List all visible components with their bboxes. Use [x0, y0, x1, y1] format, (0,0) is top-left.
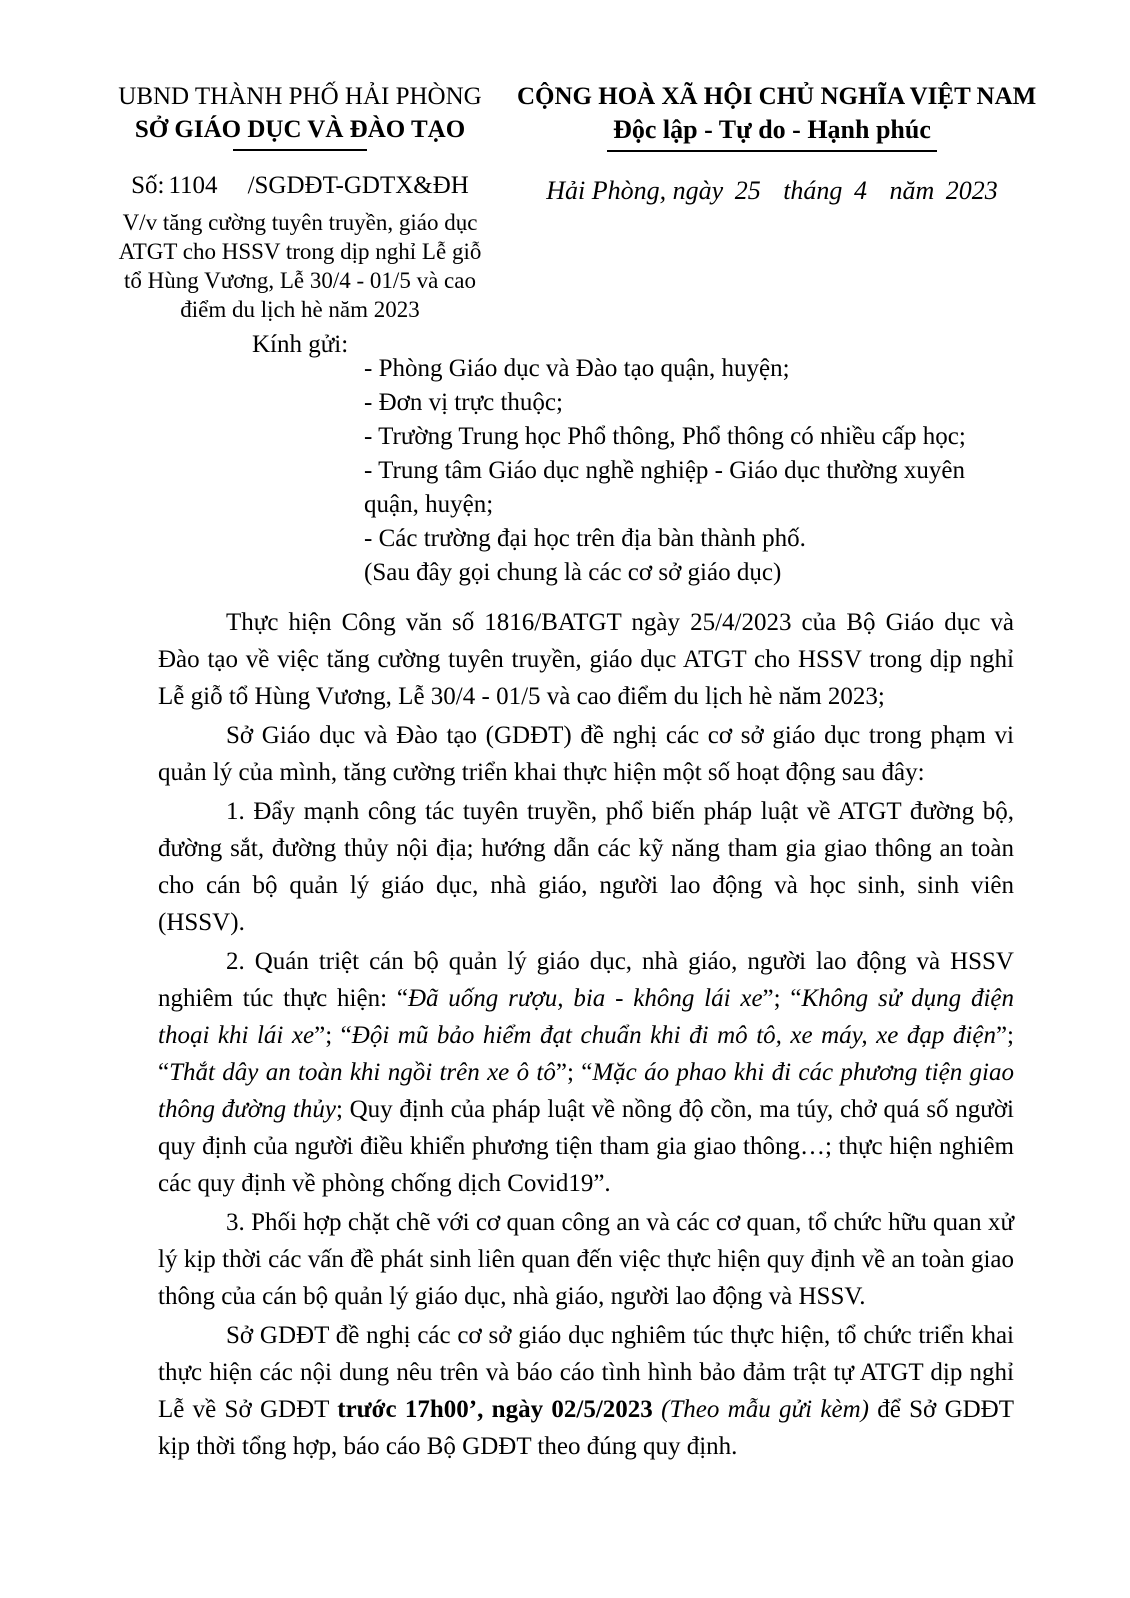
date-month-label: tháng [783, 176, 843, 205]
text-segment: để Sở GDĐT kịp thời tổng hợp, báo cáo Bộ GDĐT theo đúng quy định. [158, 1396, 1014, 1460]
paragraph-item-3 [158, 1204, 1014, 1315]
text-segment: Đội mũ bảo hiểm đạt chuẩn khi đi mô tô, xe máy, xe đạp điện [351, 1022, 996, 1049]
date-place-label: Hải Phòng, ngày [546, 176, 724, 205]
text-segment: 1. Đẩy mạnh công tác tuyên truyền, phổ biến pháp luật về ATGT đường bộ, đường sắt, đường thủy nội địa; hướng dẫn các kỹ năng tham gia giao thông an toàn cho cán bộ quản lý giáo dục, nhà giáo, người lao động và học sinh, sinh viên (HSSV). [158, 798, 1014, 936]
text-segment: Thực hiện Công văn số 1816/BATGT ngày 25/4/2023 của Bộ Giáo dục và Đào tạo về việc tăng cường tuyên truyền, giáo dục ATGT cho HSSV trong dịp nghỉ Lễ giỗ tổ Hùng Vương, Lễ 30/4 - 01/5 và cao điểm du lịch hè năm 2023; [158, 609, 1014, 710]
text-segment: ”; “ [555, 1059, 593, 1086]
paragraph-item-1 [158, 793, 1014, 941]
paragraph-request [158, 717, 1014, 791]
text-segment: 2. Quán triệt cán bộ quản lý giáo dục, nhà giáo, người lao động và HSSV nghiêm túc thực hiện: “ [158, 948, 1014, 1012]
text-segment: ”; “ [158, 1022, 1014, 1086]
date-month: 4 [853, 176, 867, 205]
date-day: 25 [734, 176, 761, 205]
recipients-list [364, 352, 1024, 590]
paragraph-closing [158, 1317, 1014, 1465]
text-segment [653, 1396, 661, 1423]
recipient-item: (Sau đây gọi chung là các cơ sở giáo dục) [364, 559, 782, 586]
agency-underline-rule [233, 149, 367, 151]
parent-agency-name: UBND THÀNH PHỐ HẢI PHÒNG [118, 83, 482, 110]
national-header-block [517, 80, 1037, 208]
issuing-agency-block [85, 80, 515, 324]
paragraph-item-2 [158, 943, 1014, 1202]
document-symbol: /SGDĐT-GDTX&ĐH [247, 172, 469, 199]
country-title: CỘNG HOÀ XÃ HỘI CHỦ NGHĨA VIỆT NAM [517, 83, 1037, 110]
document-header [0, 80, 1130, 324]
paragraph-intro [158, 604, 1014, 715]
date-year-label: năm [889, 176, 935, 205]
agency-name: SỞ GIÁO DỤC VÀ ĐÀO TẠO [134, 116, 466, 143]
document-number-value: 1104 [168, 172, 218, 199]
text-segment: Mặc áo phao khi đi các phương tiện giao thông đường thủy [158, 1059, 1014, 1123]
text-segment: Đã uống rượu, bia - không lái xe [407, 985, 763, 1012]
recipient-item: - Trung tâm Giáo dục nghề nghiệp - Giáo dục thường xuyên quận, huyện; [364, 457, 965, 518]
text-segment: ; Quy định của pháp luật về nồng độ cồn, ma túy, chở quá số người quy định của người điều khiển phương tiện tham gia giao thông…; thực hiện nghiêm các quy định về phòng chống dịch Covid19”. [158, 1096, 1015, 1197]
text-segment: ”; “ [314, 1022, 352, 1049]
text-segment: trước 17h00’, ngày 02/5/2023 [337, 1396, 653, 1423]
salutation-label: Kính gửi: [252, 331, 349, 358]
text-segment: Thắt dây an toàn khi ngồi trên xe ô tô [169, 1059, 556, 1086]
text-segment: Không sử dụng điện thoại khi lái xe [158, 985, 1014, 1049]
text-segment: Sở GDĐT đề nghị các cơ sở giáo dục nghiêm túc thực hiện, tổ chức triển khai thực hiện các nội dung nêu trên và báo cáo tình hình bảo đảm trật tự ATGT dịp nghỉ Lễ về Sở GDĐT [158, 1322, 1014, 1423]
document-number-line [85, 169, 515, 202]
date-line [517, 174, 1027, 208]
text-segment: 3. Phối hợp chặt chẽ với cơ quan công an và các cơ quan, tổ chức hữu quan xử lý kịp thời các vấn đề phát sinh liên quan đến việc thực hiện quy định về an toàn giao thông của cán bộ quản lý giáo dục, nhà giáo, người lao động và HSSV. [158, 1209, 1014, 1310]
document-subject: V/v tăng cường tuyên truyền, giáo dục ATGT cho HSSV trong dịp nghỉ Lễ giỗ tổ Hùng Vương, Lễ 30/4 - 01/5 và cao điểm du lịch hè năm 2023 [118, 210, 482, 322]
recipient-item: - Các trường đại học trên địa bàn thành phố. [364, 525, 806, 552]
text-segment: (Theo mẫu gửi kèm) [661, 1396, 869, 1423]
text-segment: ”; “ [762, 985, 802, 1012]
salutation-block [252, 328, 1130, 590]
date-year: 2023 [945, 176, 998, 205]
document-number-label: Số: [131, 172, 165, 199]
text-segment: Sở Giáo dục và Đào tạo (GDĐT) đề nghị các cơ sở giáo dục trong phạm vi quản lý của mình, tăng cường triển khai thực hiện một số hoạt động sau đây: [158, 722, 1014, 786]
document-body [158, 604, 1014, 1465]
recipient-item: - Phòng Giáo dục và Đào tạo quận, huyện; [364, 355, 790, 382]
national-motto: Độc lập - Tự do - Hạnh phúc [607, 113, 937, 152]
recipient-item: - Đơn vị trực thuộc; [364, 389, 563, 416]
recipient-item: - Trường Trung học Phổ thông, Phổ thông có nhiều cấp học; [364, 423, 966, 450]
